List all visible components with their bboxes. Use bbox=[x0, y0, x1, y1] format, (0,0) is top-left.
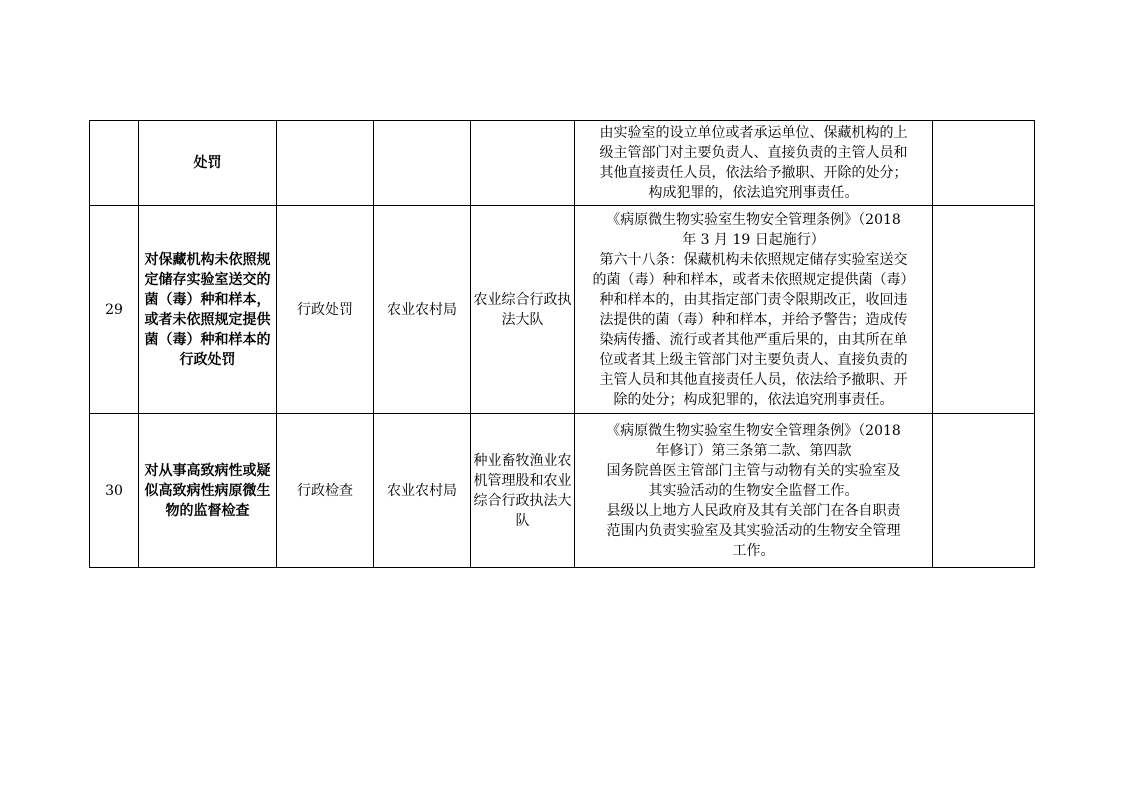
basis-line: 《病原微生物实验室生物安全管理条例》（2018 bbox=[606, 422, 901, 439]
row-number: 30 bbox=[90, 414, 139, 568]
basis-line: 法提供的菌（毒）种和样本，并给予警告；造成传 bbox=[599, 311, 908, 328]
basis-line: 工作。 bbox=[732, 542, 775, 559]
item-type: 行政检查 bbox=[277, 414, 374, 568]
item-type bbox=[277, 121, 374, 206]
remarks bbox=[933, 121, 1035, 206]
responsible-dept bbox=[471, 121, 575, 206]
remarks bbox=[933, 414, 1035, 568]
basis-line: 位或者其上级主管部门对主要负责人、直接负责的 bbox=[599, 351, 908, 368]
basis-line: 的菌（毒）种和样本，或者未依照规定提供菌（毒） bbox=[592, 271, 915, 288]
regulation-table bbox=[89, 120, 1035, 568]
basis-line: 年 3 月 19 日起施行） bbox=[682, 231, 825, 248]
row-number: 29 bbox=[90, 206, 139, 414]
basis-line: 年修订）第三条第二款、第四款 bbox=[655, 442, 852, 459]
responsible-dept: 种业畜牧渔业农机管理股和农业综合行政执法大队 bbox=[471, 414, 575, 568]
basis-line: 除的处分；构成犯罪的，依法追究刑事责任。 bbox=[613, 391, 894, 408]
row-number bbox=[90, 121, 139, 206]
basis-line: 国务院兽医主管部门主管与动物有关的实验室及 bbox=[606, 462, 901, 479]
item-name: 对保藏机构未依照规定储存实验室送交的菌（毒）种和样本，或者未依照规定提供菌（毒）种和样本的行政处罚 bbox=[139, 206, 277, 414]
legal-basis bbox=[575, 206, 933, 414]
responsible-dept: 农业综合行政执法大队 bbox=[471, 206, 575, 414]
implementing-agency: 农业农村局 bbox=[374, 414, 471, 568]
legal-basis bbox=[575, 414, 933, 568]
table-row bbox=[90, 206, 1035, 414]
basis-line: 县级以上地方人民政府及其有关部门在各自职责 bbox=[606, 502, 901, 519]
table-row bbox=[90, 121, 1035, 206]
implementing-agency bbox=[374, 121, 471, 206]
basis-line: 构成犯罪的，依法追究刑事责任。 bbox=[648, 185, 859, 201]
basis-line: 级主管部门对主要负责人、直接负责的主管人员和 bbox=[599, 145, 908, 161]
basis-line: 《病原微生物实验室生物安全管理条例》（2018 bbox=[606, 211, 901, 228]
legal-basis bbox=[575, 121, 933, 206]
basis-line: 第六十八条：保藏机构未依照规定储存实验室送交 bbox=[599, 251, 908, 268]
item-name: 处罚 bbox=[139, 121, 277, 206]
basis-line: 由实验室的设立单位或者承运单位、保藏机构的上 bbox=[599, 125, 908, 141]
remarks bbox=[933, 206, 1035, 414]
item-type: 行政处罚 bbox=[277, 206, 374, 414]
basis-line: 其他直接责任人员，依法给予撤职、开除的处分； bbox=[599, 165, 908, 181]
basis-line: 染病传播、流行或者其他严重后果的，由其所在单 bbox=[599, 331, 908, 348]
basis-line: 主管人员和其他直接责任人员，依法给予撤职、开 bbox=[599, 371, 908, 388]
item-name: 对从事高致病性或疑似高致病性病原微生物的监督检查 bbox=[139, 414, 277, 568]
basis-line: 范围内负责实验室及其实验活动的生物安全管理 bbox=[606, 522, 901, 539]
table-row bbox=[90, 414, 1035, 568]
implementing-agency: 农业农村局 bbox=[374, 206, 471, 414]
basis-line: 种和样本的，由其指定部门责令限期改正，收回违 bbox=[599, 291, 908, 308]
basis-line: 其实验活动的生物安全监督工作。 bbox=[648, 482, 859, 499]
